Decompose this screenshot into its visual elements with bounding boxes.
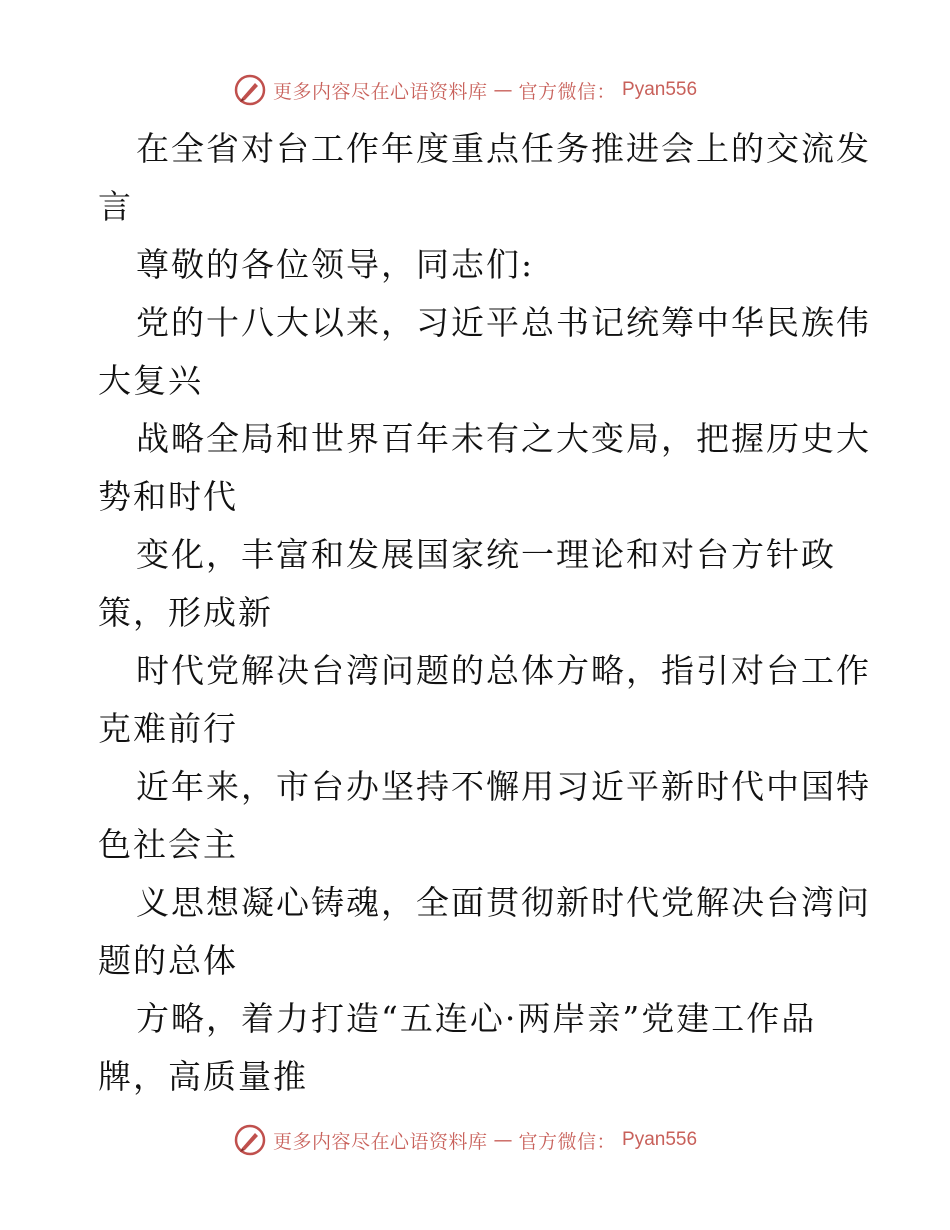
text-line: 近年来，市台办坚持不懈用习近平新时代中国特 bbox=[136, 767, 871, 806]
text-line: 变化，丰富和发展国家统一理论和对台方针政 bbox=[136, 535, 836, 574]
text-line: 战略全局和世界百年未有之大变局，把握历史大 bbox=[136, 419, 871, 458]
salutation-line: 尊敬的各位领导，同志们: bbox=[136, 245, 535, 284]
text-line: 义思想凝心铸魂，全面贯彻新时代党解决台湾问 bbox=[136, 883, 871, 922]
pen-logo-icon bbox=[233, 1123, 267, 1157]
banner-separator: — bbox=[493, 1129, 513, 1151]
text-line: 牌，高质量推 bbox=[98, 1057, 308, 1096]
text-line: 色社会主 bbox=[98, 825, 238, 864]
text-line: 克难前行 bbox=[98, 709, 238, 748]
banner-separator: — bbox=[493, 79, 513, 101]
banner-text: 更多内容尽在心语资料库 bbox=[273, 1130, 488, 1153]
footer-banner bbox=[233, 1122, 697, 1158]
banner-text: 更多内容尽在心语资料库 bbox=[273, 80, 488, 103]
document-title-line-1: 在全省对台工作年度重点任务推进会上的交流发 bbox=[136, 129, 871, 168]
text-line: 时代党解决台湾问题的总体方略，指引对台工作 bbox=[136, 651, 871, 690]
banner-contact-label: 官方微信： bbox=[518, 80, 617, 103]
document-body bbox=[98, 120, 871, 1106]
text-line: 题的总体 bbox=[98, 941, 238, 980]
text-line: 大复兴 bbox=[98, 361, 203, 400]
banner-wechat-id: Pyan556 bbox=[622, 1129, 698, 1150]
banner-contact-label: 官方微信： bbox=[518, 1130, 617, 1153]
text-line: 党的十八大以来，习近平总书记统筹中华民族伟 bbox=[136, 303, 871, 342]
document-title-line-2: 言 bbox=[98, 187, 133, 226]
text-line: 方略，着力打造“五连心·两岸亲”党建工作品 bbox=[136, 999, 817, 1038]
pen-logo-icon bbox=[233, 73, 267, 107]
text-line: 势和时代 bbox=[98, 477, 238, 516]
text-line: 策，形成新 bbox=[98, 593, 273, 632]
banner-wechat-id: Pyan556 bbox=[622, 79, 698, 100]
header-banner bbox=[233, 72, 697, 108]
